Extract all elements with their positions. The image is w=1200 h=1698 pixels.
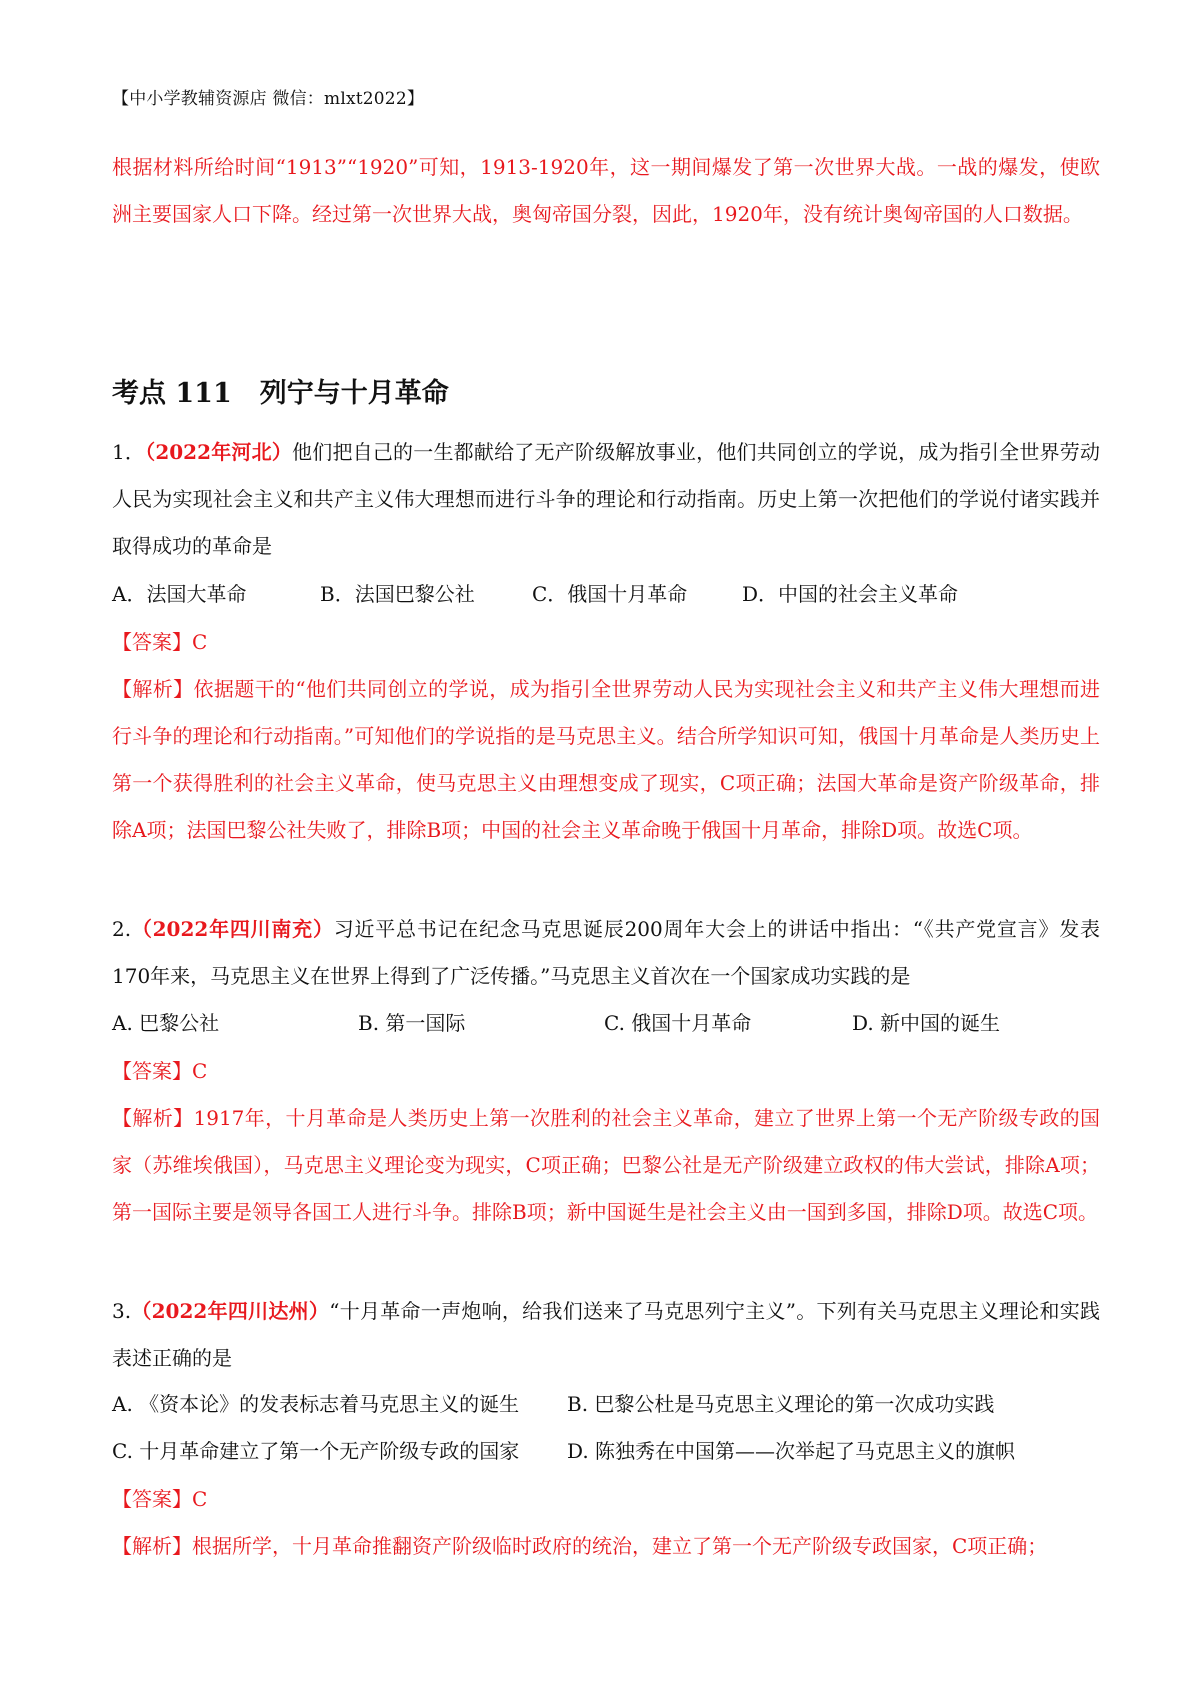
- answer-value: C: [192, 1487, 208, 1511]
- explanation-1: [112, 666, 1100, 854]
- option-b: B．法国巴黎公社: [320, 582, 475, 606]
- explanation-tag: 【解析】: [112, 1534, 192, 1558]
- answer-line: [112, 1476, 207, 1523]
- question-1: [112, 429, 1100, 570]
- answer-tag: 【答案】: [112, 630, 192, 654]
- intro-explanation: 根据材料所给时间“1913”“1920”可知，1913-1920年，这一期间爆发了第一次世界大战。一战的爆发，使欧洲主要国家人口下降。经过第一次世界大战，奥匈帝国分裂，因此，1920年，没有统计奥匈帝国的人口数据。: [112, 155, 1100, 226]
- option-d: D．中国的社会主义革命: [742, 582, 959, 606]
- answer-line: [112, 619, 207, 666]
- option-c: C．俄国十月革命: [532, 582, 688, 606]
- option-b: B. 巴黎公杜是马克思主义理论的第一次成功实践: [567, 1392, 995, 1416]
- question-source: （2022年四川达州）: [131, 1299, 330, 1323]
- answer-value: C: [192, 1059, 208, 1083]
- option-d: D. 新中国的诞生: [852, 1011, 1001, 1035]
- explanation-tag: 【解析】: [112, 677, 194, 701]
- answer-value: C: [192, 630, 208, 654]
- question-number: 1．: [112, 440, 146, 464]
- explanation-text: 1917年，十月革命是人类历史上第一次胜利的社会主义革命，建立了世界上第一个无产阶级专政的国家（苏维埃俄国），马克思主义理论变为现实，C项正确；巴黎公社是无产阶级建立政权的伟大尝试，排除A项；第一国际主要是领导各国工人进行斗争。排除B项；新中国诞生是社会主义由一国到多国，排除D项。故选C项。: [112, 1106, 1101, 1224]
- question-stem: 习近平总书记在纪念马克思诞辰200周年大会上的讲话中指出：“《共产党宣言》发表170年来，马克思主义在世界上得到了广泛传播。”马克思主义首次在一个国家成功实践的是: [112, 917, 1100, 988]
- section-label: 考点 111: [112, 378, 232, 409]
- explanation-2: [112, 1095, 1100, 1236]
- question-source: （2022年四川南充）: [131, 917, 334, 941]
- option-c: C. 十月革命建立了第一个无产阶级专政的国家: [112, 1439, 520, 1463]
- option-c: C. 俄国十月革命: [604, 1011, 752, 1035]
- option-d: D. 陈独秀在中国第——次举起了马克思主义的旗帜: [567, 1439, 1016, 1463]
- section-title: 列宁与十月革命: [259, 378, 449, 409]
- question-stem: 他们把自己的一生都献给了无产阶级解放事业，他们共同创立的学说，成为指引全世界劳动人民为实现社会主义和共产主义伟大理想而进行斗争的理论和行动指南。历史上第一次把他们的学说付诸实践并取得成功的革命是: [112, 440, 1100, 558]
- explanation-3: [112, 1523, 1100, 1570]
- option-a: A. 巴黎公社: [112, 1011, 220, 1035]
- explanation-text: 依据题干的“他们共同创立的学说，成为指引全世界劳动人民为实现社会主义和共产主义伟大理想而进行斗争的理论和行动指南。”可知他们的学说指的是马克思主义。结合所学知识可知，俄国十月革命是人类历史上第一个获得胜利的社会主义革命，使马克思主义由理想变成了现实，C项正确；法国大革命是资产阶级革命，排除A项；法国巴黎公社失败了，排除B项；中国的社会主义革命晚于俄国十月革命，排除D项。故选C项。: [112, 677, 1100, 842]
- question-number: 3.: [112, 1299, 132, 1323]
- option-a: A．法国大革命: [112, 582, 247, 606]
- question-number: 2.: [112, 917, 132, 941]
- question-3: [112, 1288, 1100, 1382]
- section-heading: [112, 374, 449, 414]
- question-stem: “十月革命一声炮响，给我们送来了马克思列宁主义”。下列有关马克思主义理论和实践表述正确的是: [112, 1299, 1101, 1370]
- answer-line: [112, 1048, 207, 1095]
- page-header: 【中小学教辅资源店 微信：mlxt2022】: [112, 89, 425, 109]
- option-a: A. 《资本论》的发表标志着马克思主义的诞生: [112, 1392, 520, 1416]
- answer-tag: 【答案】: [112, 1487, 192, 1511]
- explanation-tag: 【解析】: [112, 1106, 194, 1130]
- question-source: （2022年河北）: [145, 440, 293, 464]
- explanation-text: 根据所学，十月革命推翻资产阶级临时政府的统治，建立了第一个无产阶级专政国家，C项正确；: [192, 1534, 1048, 1558]
- answer-tag: 【答案】: [112, 1059, 192, 1083]
- option-b: B. 第一国际: [358, 1011, 466, 1035]
- question-2: [112, 906, 1100, 1000]
